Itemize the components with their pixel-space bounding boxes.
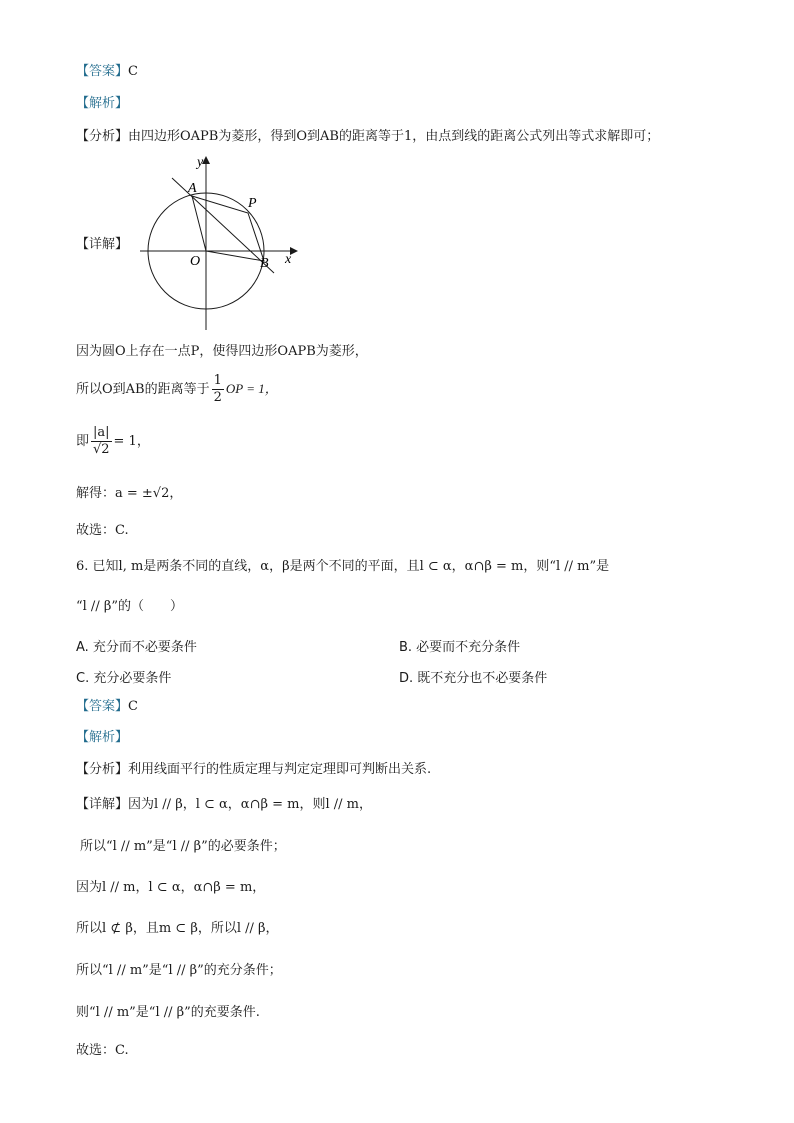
detail-tag: 【详解】 bbox=[76, 237, 129, 252]
q5-fenxi-line bbox=[76, 128, 659, 146]
q5-line-3 bbox=[76, 420, 150, 464]
rhombus-circle-figure bbox=[140, 150, 310, 335]
q6-fenxi-line bbox=[76, 761, 431, 779]
fraction-denominator: 2 bbox=[213, 390, 222, 405]
option-a: A. 充分而不必要条件 bbox=[76, 640, 197, 655]
fenxi-tag: 【分析】 bbox=[76, 762, 129, 777]
q5-analysis-heading bbox=[76, 95, 128, 113]
q6-detail-3: 因为l // m，l ⊂ α，α∩β = m， bbox=[76, 880, 266, 895]
option-d: D. 既不充分也不必要条件 bbox=[399, 671, 548, 686]
q6-detail-line-4 bbox=[76, 920, 279, 938]
q6-answer-line bbox=[76, 698, 138, 716]
q6-detail-line-2 bbox=[80, 838, 286, 856]
label-x: x bbox=[285, 252, 292, 267]
q5-line-3-pre: 即 bbox=[76, 434, 90, 449]
q6-detail-line-7 bbox=[76, 1042, 129, 1060]
label-o: O bbox=[190, 254, 201, 269]
fraction-abs-a bbox=[91, 425, 112, 458]
q5-line-4 bbox=[76, 485, 182, 503]
q5-line-1 bbox=[76, 343, 368, 361]
fenxi-text: 利用线面平行的性质定理与判定定理即可判断出关系. bbox=[128, 762, 432, 777]
q6-stem-2 bbox=[76, 598, 183, 616]
analysis-tag: 【解析】 bbox=[76, 96, 129, 111]
q5-line-5 bbox=[76, 522, 129, 540]
label-b: B bbox=[260, 256, 269, 271]
fraction-denominator: √2 bbox=[92, 442, 110, 457]
q5-line-1-text: 因为圆O上存在一点P，使得四边形OAPB为菱形， bbox=[76, 344, 368, 359]
answer-value: C bbox=[128, 699, 138, 714]
q6-detail-line bbox=[76, 796, 372, 814]
q6-detail-line-6 bbox=[76, 1004, 260, 1022]
label-a: A bbox=[188, 181, 197, 196]
q6-detail-5: 所以“l // m”是“l // β”的充分条件； bbox=[76, 963, 282, 978]
fenxi-tag: 【分析】 bbox=[76, 129, 129, 144]
fraction-numerator: 1 bbox=[213, 373, 222, 388]
q6-detail-7: 故选：C. bbox=[76, 1043, 129, 1058]
q6-detail-line-5 bbox=[76, 962, 282, 980]
fraction-numerator: |a| bbox=[93, 425, 110, 440]
q5-answer-line bbox=[76, 63, 138, 81]
answer-tag: 【答案】 bbox=[76, 699, 129, 714]
q5-line-4-text: 解得：a = ±√2， bbox=[76, 486, 183, 501]
q5-line-5-text: 故选：C. bbox=[76, 523, 129, 538]
q6-stem-2-text: “l // β”的（ ） bbox=[76, 599, 183, 614]
label-y: y bbox=[197, 155, 204, 170]
q5-line-3-post: = 1， bbox=[113, 434, 150, 449]
q6-detail-1: 因为l // β，l ⊂ α，α∩β = m，则l // m， bbox=[128, 797, 372, 812]
q6-analysis-heading bbox=[76, 729, 128, 747]
q5-line-2-pre: 所以O到AB的距离等于 bbox=[76, 382, 210, 397]
q6-detail-2: 所以“l // m”是“l // β”的必要条件； bbox=[80, 839, 286, 854]
q6-detail-4: 所以l ⊄ β，且m ⊂ β，所以l // β， bbox=[76, 921, 279, 936]
q5-detail-line bbox=[76, 236, 128, 254]
analysis-tag: 【解析】 bbox=[76, 730, 129, 745]
option-c: C. 充分必要条件 bbox=[76, 671, 172, 686]
q6-detail-6: 则“l // m”是“l // β”的充要条件. bbox=[76, 1005, 260, 1020]
q5-line-2-post: OP = 1， bbox=[225, 381, 278, 396]
label-p: P bbox=[248, 196, 257, 211]
answer-value: C bbox=[128, 64, 138, 79]
q6-stem-1 bbox=[76, 558, 609, 576]
fraction-half bbox=[212, 373, 224, 406]
fenxi-text: 由四边形OAPB为菱形，得到O到AB的距离等于1，由点到线的距离公式列出等式求解即可； bbox=[128, 129, 660, 144]
q5-line-2 bbox=[76, 372, 278, 407]
option-b: B. 必要而不充分条件 bbox=[399, 640, 521, 655]
answer-tag: 【答案】 bbox=[76, 64, 129, 79]
q6-detail-line-3 bbox=[76, 879, 265, 897]
q6-stem-1-text: 6. 已知l, m是两条不同的直线，α，β是两个不同的平面，且l ⊂ α，α∩β = m，则“l // m”是 bbox=[76, 559, 610, 574]
detail-tag: 【详解】 bbox=[76, 797, 129, 812]
